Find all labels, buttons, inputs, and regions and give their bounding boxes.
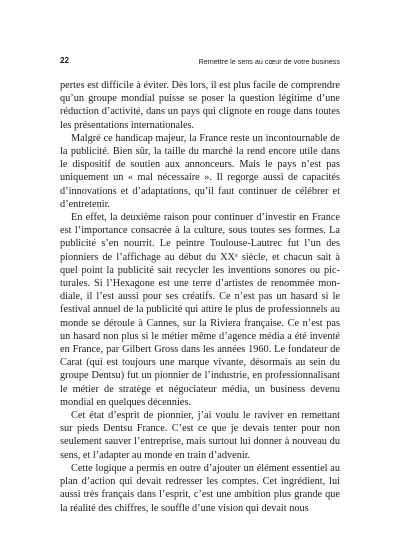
paragraph: En effet, la deuxième raison pour continuer d’investir en France est l’importance consacrée à la culture, sous toutes ses formes. La publicité s’en nourrit. Le peintre Toulouse-Lautrec fut l’un des pionniers de l’affichage au début du XXᵉ siècle, et chacun sait à quel point la publicité sait recycler les inventions sonores ou picturales. Si l’Hexagone est une terre d’artistes de renommée mondiale, il l’est aussi pour ses créatifs. Ce n’est pas un hasard si le festival annuel de la publicité qui attire le plus de professionnels au monde se déroule à Cannes, sur la Riviera française. Ce n’est pas un hasard non plus si le métier même d’agence média a été inventé en France, par Gilbert Gross dans les années 1960. Le fondateur de Carat (qui est toujours une marque vivante, désormais au sein du groupe Dentsu) fut un pionnier de l’industrie, en professionnalisant le métier de stratège et négociateur média, un business devenu mondial en quelques décennies. (60, 212, 340, 408)
running-title: Remettre le sens au cœur de votre business (198, 56, 340, 66)
running-head (60, 56, 340, 68)
paragraph: Malgré ce handicap majeur, la France reste un incontournable de la publicité. Bien sûr, la taille du marché la rend encore utile dans le dispositif de soutien aux annonceurs. Mais le pays n’est pas uniquement un « mal nécessaire ». Il regorge aussi de capacités d’innovations et d’adaptations, qu’il faut continuer de célébrer et d’entretenir. (60, 132, 340, 210)
paragraph: Cet état d’esprit de pionnier, j’ai voulu le raviver en remettant sur pieds Dentsu France. C’est ce que je devais tenter pour non seulement sauver l’entreprise, mais surtout lui donner à nouveau du sens, et l’adapter au monde en train d’advenir. (60, 410, 340, 461)
paragraph: Cette logique a permis en outre d’ajouter un élément essentiel au plan d’action qui devait redresser les comptes. Cet ingrédient, lui aussi très français dans l’esprit, c’est une ambition plus grande que la réalité des chiffres, le souffle d’une vision qui devait nous (60, 462, 340, 514)
body-text (60, 79, 340, 515)
page-number: 22 (60, 56, 69, 65)
paragraph: pertes est difficile à éviter. Dès lors, il est plus facile de comprendre qu’un groupe mondial puisse se poser la question légitime d’une réduction d’activité, dans un pays qui clignote en rouge dans toutes les présentations internationales. (60, 80, 340, 131)
